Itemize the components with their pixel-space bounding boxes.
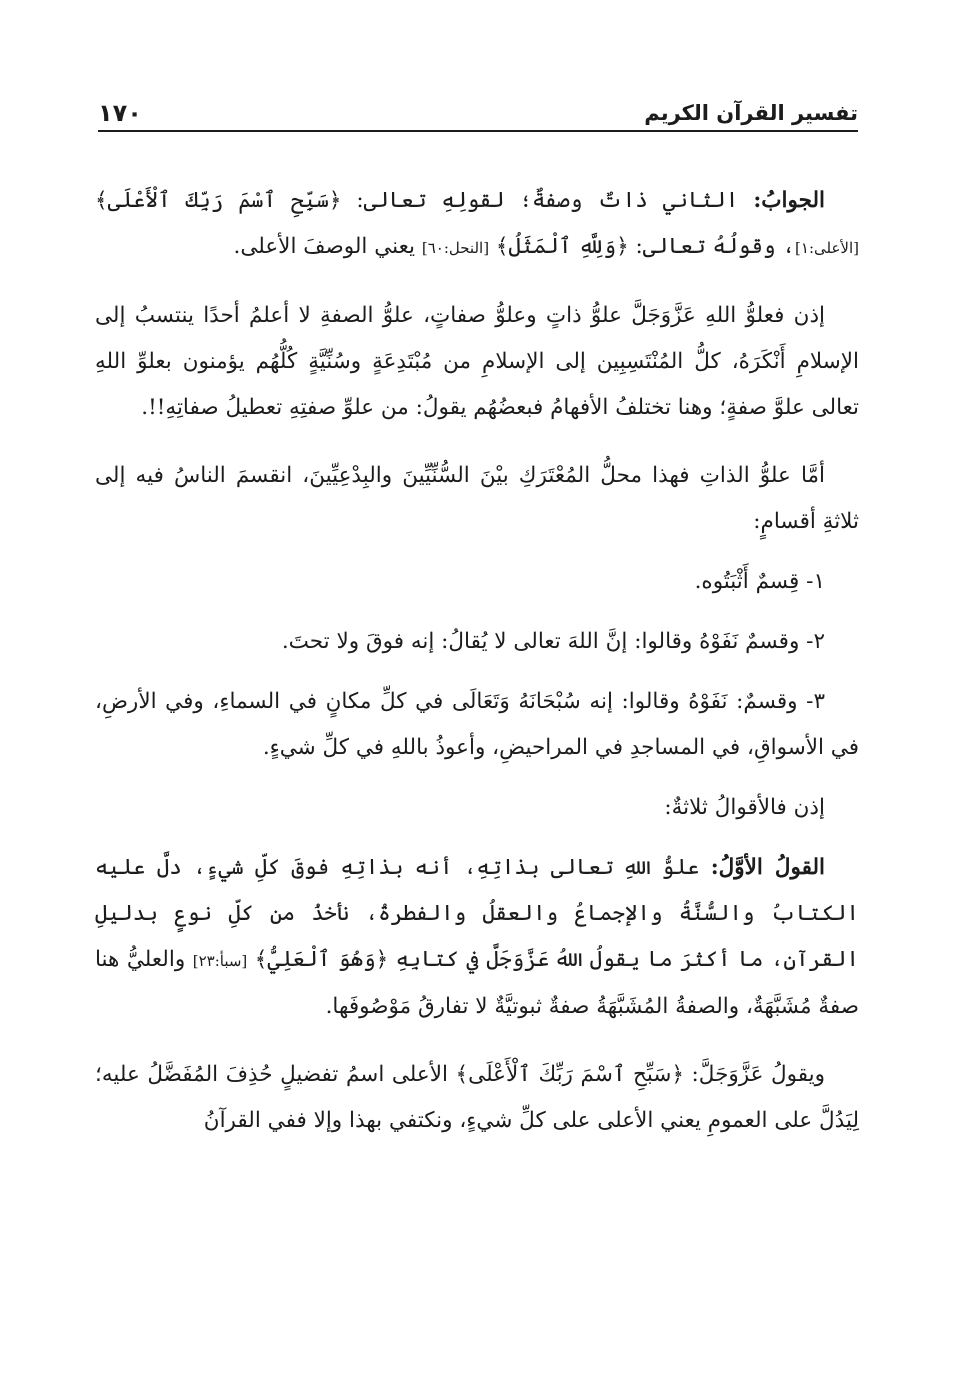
- paragraph-text: أمَّا علوُّ الذاتِ فهذا محلُّ المُعْتَرَكِ بيْنَ السُّنِّيِّينَ والبِدْعِيِّينَ، انقسمَ الناسُ فيه إلى ثلاثةِ أقسامٍ:: [95, 463, 859, 534]
- running-header: [98, 96, 858, 132]
- quran-verse: ﴿سَبِّحِ ٱسْمَ رَبِّكَ ٱلْأَعْلَى﴾: [95, 188, 342, 213]
- paragraph-answer: [95, 178, 859, 271]
- paragraph-text: والعليُّ هنا صفةٌ مُشَبَّهَةٌ، والصفةُ المُشَبَّهَةُ صفةٌ ثبوتيَّةٌ لا تفارقُ مَوْصُوفَها.: [95, 947, 859, 1019]
- book-title: تفسير القرآن الكريم: [644, 101, 858, 125]
- quran-verse: ﴿وَهُوَ ٱلْعَلِيُّ﴾: [254, 947, 389, 972]
- quran-verse: ﴿وَلِلَّهِ ٱلْمَثَلُ﴾: [495, 234, 629, 259]
- page-body: [95, 178, 859, 1166]
- quran-verse: ﴿سَبِّحِ ٱسْمَ رَبِّكَ ٱلْأَعْلَى﴾: [455, 1062, 684, 1087]
- verse-reference: [النحل:٦٠]: [421, 239, 490, 257]
- answer-lead: الجوابُ:: [753, 188, 825, 213]
- paragraph-text: علوُّ اللهِ تعالى بذاتِهِ، أنه بذاتِهِ فوقَ كلِّ شيءٍ، دلَّ عليه الكتابُ والسُّنَّةُ والإجماعُ والعقلُ والفطرةُ، نأخذُ من كلِّ نوعٍ بدليلِ القرآنِ، ما أكثرَ ما يقولُ اللهُ عَزَّوَجَلَّ في كتابِهِ: [95, 855, 859, 972]
- verse-reference: [الأعلى:١]: [795, 239, 859, 257]
- paragraph-text: ، وقولُهُ تعالى:: [628, 234, 796, 259]
- paragraph-verse-explanation: [95, 1052, 859, 1144]
- paragraph-first-opinion: [95, 845, 859, 1030]
- page-number: ١٧٠: [98, 99, 142, 127]
- paragraph-text: يعني الوصفَ الأعلى.: [233, 234, 422, 259]
- paragraph-text: ويقولُ عَزَّوَجَلَّ:: [683, 1062, 825, 1087]
- opinion-lead: القولُ الأوَّلُ:: [710, 855, 825, 880]
- verse-reference: [سبأ:٢٣]: [192, 952, 248, 970]
- paragraph-text: الأعلى اسمُ تفضيلٍ حُذِفَ المُفَضَّلُ عليه؛ لِيَدُلَّ على العمومِ يعني الأعلى على كلِّ شيءٍ، ونكتفي بهذا وإلا ففي القرآنُ: [95, 1062, 859, 1133]
- paragraph-text: إذن فعلوُّ اللهِ عَزَّوَجَلَّ علوُّ ذاتٍ وعلوُّ صفاتٍ، علوُّ الصفةِ لا أعلمُ أحدًا ينتسبُ إلى الإسلامِ أَنْكَرَهُ، كلُّ المُنْتَسِبِين إلى الإسلامِ من مُبْتَدِعَةٍ وسُنِّيَّةٍ كُلُّهُم يؤمنون بعلوِّ اللهِ تعالى علوَّ صفةٍ؛ وهنا تختلفُ الأفهامُ فبعضُهُم يقولُ: من علوِّ صفتِهِ تعطيلُ صفاتِهِ!!.: [95, 303, 859, 420]
- paragraph-text: إذن فالأقوالُ ثلاثةٌ:: [664, 795, 825, 820]
- paragraph-text: الثاني ذاتٌ وصفةٌ؛ لقولِهِ تعالى:: [341, 188, 754, 213]
- list-item: ٢- وقسمٌ نَفَوْهُ وقالوا: إنَّ اللهَ تعالى لا يُقالُ: إنه فوقَ ولا تحتَ.: [281, 629, 825, 654]
- list-item: ١- قِسمٌ أَثْبَتُوه.: [694, 569, 825, 594]
- list-item: ٣- وقسمٌ: نَفَوْهُ وقالوا: إنه سُبْحَانَهُ وَتَعَالَى في كلِّ مكانٍ في السماءِ، وفي الأرضِ، في الأسواقِ، في المساجدِ في المراحيضِ، وأعوذُ باللهِ في كلِّ شيءٍ.: [95, 689, 859, 760]
